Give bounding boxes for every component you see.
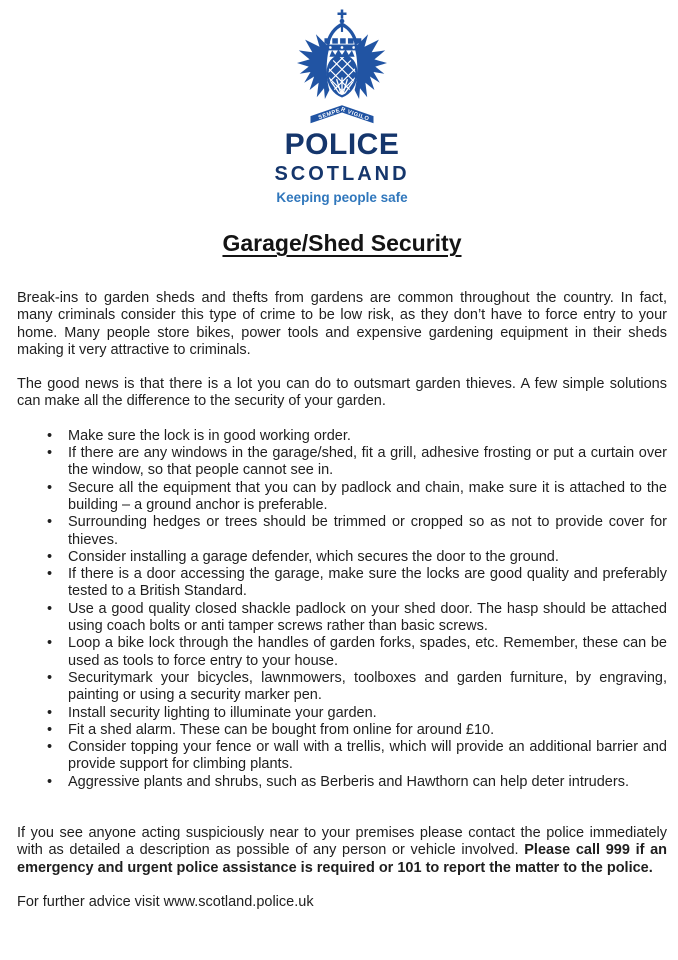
list-item: • Securitymark your bicycles, lawnmowers, toolboxes and garden furniture, by engraving, painting or using a security marker pen. xyxy=(68,670,667,705)
list-item: • Consider installing a garage defender, which secures the door to the ground. xyxy=(68,549,667,566)
emergency-call-instruction: Please call 999 if an emergency and urgent police assistance is required or 101 to report the matter to the police. xyxy=(17,842,668,876)
closing-paragraph xyxy=(17,825,667,877)
footer-advice: For further advice visit www.scotland.police.uk xyxy=(17,893,314,910)
list-item: • Surrounding hedges or trees should be trimmed or cropped so as not to provide cover for thieves. xyxy=(68,514,667,549)
list-item: • Aggressive plants and shrubs, such as Berberis and Hawthorn can help deter intruders. xyxy=(68,774,667,791)
police-scotland-logo xyxy=(17,8,667,205)
closing-text: If you see anyone acting suspiciously near to your premises please contact the police immediately with as detailed a description as possible of any person or vehicle involved. xyxy=(17,825,667,859)
crest-motto-text: SEMPER VIGILO xyxy=(317,106,370,123)
intro-paragraph-1: Break-ins to garden sheds and thefts from gardens are common throughout the country. In fact, many criminals consider this type of crime to be low risk, as they don’t have to force entry to your home. Many people store bikes, power tools and expensive gardening equipment in their sheds making it very attractive to criminals. xyxy=(17,290,667,358)
list-item: • If there is a door accessing the garage, make sure the locks are good quality and preferably tested to a British Standard. xyxy=(68,566,667,601)
list-item: • Loop a bike lock through the handles of garden forks, spades, etc. Remember, these can be used as tools to force entry to your house. xyxy=(68,635,667,670)
list-item: • If there are any windows in the garage/shed, fit a grill, adhesive frosting or put a curtain over the window, so that people cannot see in. xyxy=(68,445,667,480)
logo-tagline: Keeping people safe xyxy=(276,190,408,205)
list-item: • Use a good quality closed shackle padlock on your shed door. The hasp should be attached using coach bolts or anti tamper screws rather than basic screws. xyxy=(68,601,667,636)
list-item: • Fit a shed alarm. These can be bought from online for around £10. xyxy=(68,722,667,739)
page-title: Garage/Shed Security xyxy=(222,230,462,256)
crest-motto xyxy=(318,107,370,123)
security-tips-list xyxy=(17,428,667,791)
logo-wordmark-police: POLICE xyxy=(284,128,400,161)
list-item: • Secure all the equipment that you can by padlock and chain, make sure it is attached to the building – a ground anchor is preferable. xyxy=(68,480,667,515)
police-scotland-crest-icon xyxy=(297,8,387,127)
list-item: • Make sure the lock is in good working order. xyxy=(68,428,667,445)
logo-wordmark-scotland: SCOTLAND xyxy=(274,163,410,185)
list-item: • Install security lighting to illuminate your garden. xyxy=(68,705,667,722)
intro-paragraph-2: The good news is that there is a lot you can do to outsmart garden thieves. A few simple solutions can make all the difference to the security of your garden. xyxy=(17,376,667,410)
list-item: • Consider topping your fence or wall with a trellis, which will provide an additional barrier and provide support for climbing plants. xyxy=(68,739,667,774)
